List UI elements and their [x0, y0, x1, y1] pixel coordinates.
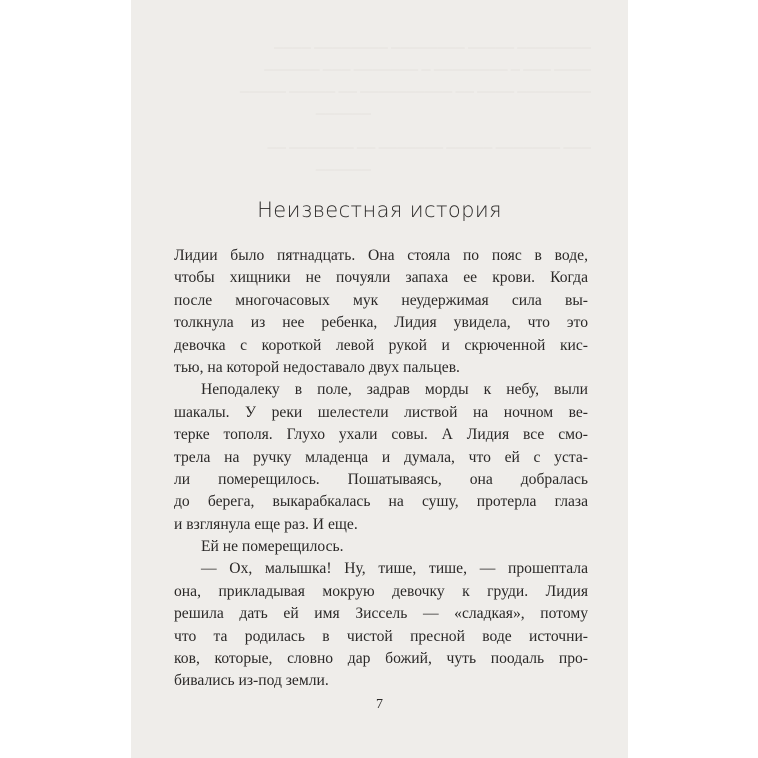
text-line: шакалы. У реки шелестели листвой на ночном ве- — [174, 403, 588, 421]
text-line: трела на ручку младенца и думала, что ей с уста- — [174, 448, 588, 466]
text-line: Неподалеку в поле, задрав морды к небу, выли — [201, 381, 588, 399]
text-line: и взглянула еще раз. И еще. — [174, 515, 358, 533]
text-line: что та родилась в чистой пресной воде источни- — [174, 627, 588, 645]
show-through-from-previous-page: ──────── ───── ──────── ──────── ──── ──── ─── ─ ──────── ─ ─────── ─── ────── ──────── ──── ── ────────── ── ───── ───── ────── ─── ─────── ───── ─────── ── ─────── ── ────── — [239, 40, 591, 177]
text-line: чтобы хищники не почуяли запаха ее крови. Когда — [174, 269, 588, 287]
text-line: ли померещилось. Пошатываясь, она добралась — [174, 470, 588, 488]
text-line: бивались из-под земли. — [174, 672, 329, 690]
text-line: — Ох, малышка! Ну, тише, тише, — прошептала — [201, 560, 588, 578]
text-line: терке тополя. Глухо ухали совы. А Лидия все смо- — [174, 426, 588, 444]
text-line: ков, которые, словно дар божий, чуть поодаль про- — [174, 650, 588, 668]
text-line: девочка с короткой левой рукой и скрюченной кис- — [174, 336, 588, 354]
chapter-title: Неизвестная история — [257, 198, 502, 222]
text-line: тью, на которой недоставало двух пальцев. — [174, 358, 460, 376]
book-page — [131, 0, 628, 758]
text-line: Ей не померещилось. — [201, 538, 344, 556]
text-line: она, прикладывая мокрую девочку к груди. Лидия — [174, 582, 588, 600]
text-line: толкнула из нее ребенка, Лидия увидела, что это — [174, 314, 588, 332]
text-line: Лидии было пятнадцать. Она стояла по пояс в воде, — [174, 247, 588, 264]
text-line: решила дать ей имя Зиссель — «сладкая», потому — [174, 605, 588, 623]
text-line: после многочасовых мук неудержимая сила вы- — [174, 291, 588, 309]
page-number: 7 — [376, 697, 383, 712]
chapter-body-text — [174, 245, 588, 693]
text-line: до берега, выкарабкалась на сушу, протерла глаза — [174, 493, 588, 511]
